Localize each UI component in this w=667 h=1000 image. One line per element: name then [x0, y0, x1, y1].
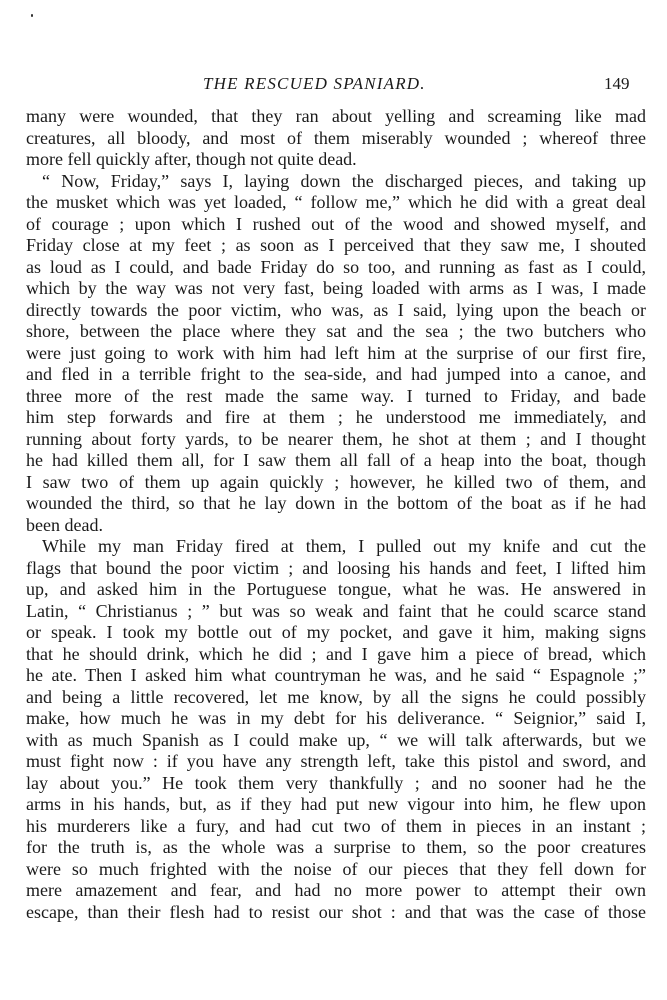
text-line: him step forwards and fire at them ; he understood me immediately, and	[26, 407, 646, 427]
text-line: make, how much he was in my debt for his deliverance. “ Seignior,” said I,	[26, 708, 646, 728]
text-line: his murderers like a fury, and had cut two of them in pieces in an instant ;	[26, 815, 646, 836]
text-line: arms in his hands, but, as if they had put new vigour into him, he flew upon	[26, 794, 646, 814]
running-head	[0, 74, 667, 98]
text-line: as loud as I could, and bade Friday do so too, and running as fast as I could,	[26, 256, 646, 277]
text-line: and being a little recovered, let me know, by all the signs he could possibly	[26, 686, 646, 707]
text-line: he ate. Then I asked him what countryman he was, and he said “ Espagnole ;”	[26, 665, 646, 685]
text-line: Latin, “ Christianus ; ” but was so weak and faint that he could scarce stand	[26, 600, 646, 621]
text-line: mere amazement and fear, and had no more power to attempt their own	[26, 880, 646, 900]
text-line: running about forty yards, to be nearer them, he shot at them ; and I thought	[26, 428, 646, 449]
text-line: shore, between the place where they sat and the sea ; the two butchers who	[26, 321, 646, 341]
text-line: escape, than their flesh had to resist our shot : and that was the case of those	[26, 901, 646, 922]
text-line: three more of the rest made the same way. I turned to Friday, and bade	[26, 385, 646, 406]
text-line: were so much frighted with the noise of our pieces that they fell down for	[26, 858, 646, 879]
text-line: I saw two of them up again quickly ; however, he killed two of them, and	[26, 471, 646, 492]
stray-ink-mark	[31, 14, 33, 17]
text-line: Friday close at my feet ; as soon as I perceived that they saw me, I shouted	[26, 235, 646, 255]
text-line: directly towards the poor victim, who was, as I said, lying upon the beach or	[26, 299, 646, 320]
text-line: creatures, all bloody, and most of them miserably wounded ; whereof three	[26, 127, 646, 148]
text-line: While my man Friday fired at them, I pulled out my knife and cut the	[42, 536, 646, 556]
text-line: lay about you.” He took them very thankfully ; and no sooner had he the	[26, 772, 646, 793]
text-line: that he should drink, which he did ; and I gave him a piece of bread, which	[26, 643, 646, 664]
text-line: and fled in a terrible fright to the sea-side, and had jumped into a canoe, and	[26, 364, 646, 384]
text-line: of courage ; upon which I rushed out of the wood and showed myself, and	[26, 213, 646, 234]
text-line: wounded the third, so that he lay down in the bottom of the boat as if he had	[26, 493, 646, 513]
text-line: he had killed them all, for I saw them all fall of a heap into the boat, though	[26, 450, 646, 470]
text-line: were just going to work with him had left him at the surprise of our first fire,	[26, 342, 646, 363]
text-line: many were wounded, that they ran about yelling and screaming like mad	[26, 106, 646, 126]
text-line: the musket which was yet loaded, “ follow me,” which he did with a great deal	[26, 192, 646, 212]
text-line: “ Now, Friday,” says I, laying down the discharged pieces, and taking up	[42, 170, 646, 191]
text-line: been dead.	[26, 514, 103, 535]
text-line: which by the way was not very fast, being loaded with arms as I was, I made	[26, 278, 646, 298]
text-line: with as much Spanish as I could make up, “ we will talk afterwards, but we	[26, 729, 646, 750]
running-head-title: THE RESCUED SPANIARD.	[203, 74, 426, 93]
text-line: more fell quickly after, though not quite dead.	[26, 149, 357, 169]
text-line: up, and asked him in the Portuguese tongue, what he was. He answered in	[26, 579, 646, 599]
text-line: for the truth is, as the whole was a surprise to them, so the poor creatures	[26, 837, 646, 857]
page-number: 149	[604, 74, 630, 93]
text-line: or speak. I took my bottle out of my pocket, and gave it him, making signs	[26, 622, 646, 642]
text-line: flags that bound the poor victim ; and loosing his hands and feet, I lifted him	[26, 557, 646, 578]
text-line: must fight now : if you have any strength left, take this pistol and sword, and	[26, 751, 646, 771]
body-text	[26, 106, 646, 923]
